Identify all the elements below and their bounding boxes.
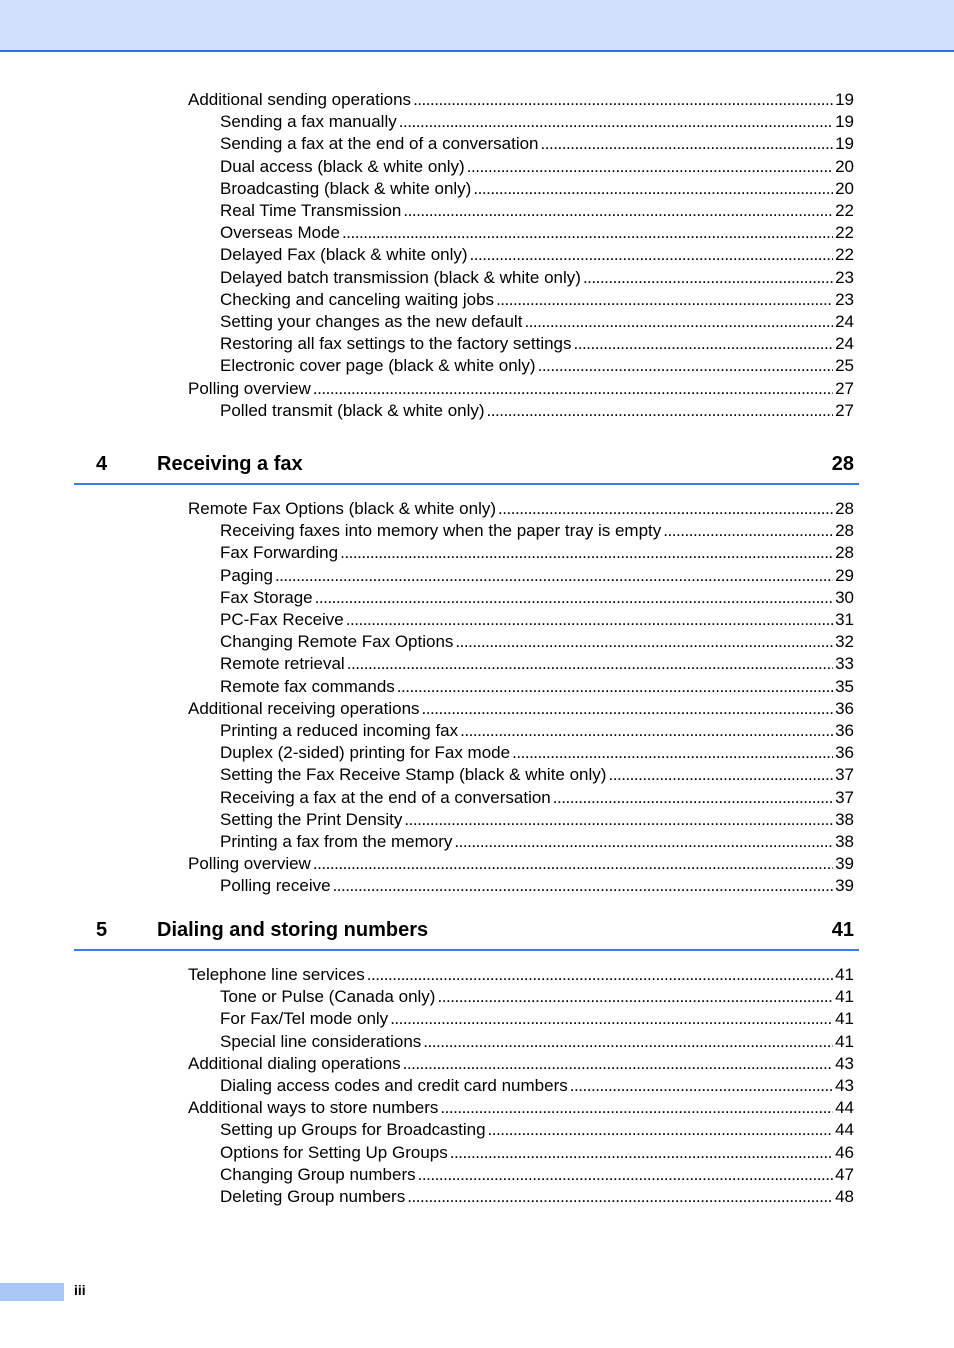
toc-subentry[interactable] — [220, 290, 854, 312]
toc-entry[interactable] — [188, 90, 854, 112]
dot-leader — [422, 699, 834, 719]
toc-entry-title: Overseas Mode — [220, 223, 340, 243]
toc-entry-title: Printing a reduced incoming fax — [220, 721, 459, 740]
toc-entry-page: 43 — [835, 1053, 854, 1073]
toc-entry-page: 36 — [835, 721, 854, 740]
dot-leader — [340, 543, 833, 563]
toc-entry-page: 20 — [835, 178, 854, 198]
toc-entry-title: Changing Remote Fax Options — [220, 632, 454, 652]
toc-entry-title: Sending a fax at the end of a conversation — [220, 134, 539, 154]
footer-tab — [0, 1283, 64, 1301]
toc-entry-title: Broadcasting (black & white only) — [220, 178, 472, 198]
chapter-page: 41 — [831, 919, 854, 941]
toc-subentry[interactable] — [220, 134, 854, 156]
toc-entry-page: 19 — [835, 134, 854, 154]
toc-subentry[interactable] — [220, 543, 854, 565]
toc-entry-title: Setting the Fax Receive Stamp (black & white only) — [220, 765, 607, 785]
dot-leader — [524, 312, 833, 332]
toc-entry-title: Fax Storage — [220, 587, 313, 607]
toc-entry-title: Remote fax commands — [220, 676, 395, 696]
toc-subentry[interactable] — [220, 201, 854, 223]
toc-entry-title: Dialing access codes and credit card numbers — [220, 1076, 568, 1095]
dot-leader — [275, 566, 833, 586]
dot-leader — [407, 1187, 833, 1207]
toc-entry-page: 43 — [835, 1076, 854, 1095]
toc-entry-page: 28 — [835, 543, 854, 563]
toc-entry-page: 33 — [835, 654, 854, 674]
dot-leader — [454, 832, 833, 852]
toc-entry-page: 22 — [835, 201, 854, 220]
toc-entry-page: 36 — [835, 698, 854, 718]
toc-subentry[interactable] — [220, 677, 854, 699]
dot-leader — [473, 179, 833, 199]
toc-entry-title: Receiving faxes into memory when the paper tray is empty — [220, 521, 662, 541]
dot-leader — [570, 1076, 833, 1096]
dot-leader — [342, 223, 833, 243]
toc-entry-title: Setting your changes as the new default — [220, 312, 523, 331]
toc-entry-page: 41 — [835, 1031, 854, 1051]
toc-entry-page: 23 — [835, 289, 854, 309]
toc-subentry[interactable] — [220, 157, 854, 179]
dot-leader — [440, 1098, 833, 1118]
toc-entry-title: Options for Setting Up Groups — [220, 1142, 448, 1162]
toc-subentry[interactable] — [220, 588, 854, 610]
toc-entry-page: 24 — [835, 312, 854, 331]
toc-subentry[interactable] — [220, 876, 854, 898]
dot-leader — [346, 610, 833, 630]
toc-entry-page: 32 — [835, 632, 854, 652]
toc-entry-title: Additional sending operations — [188, 90, 412, 109]
dot-leader — [390, 1009, 833, 1029]
toc-entry-page: 35 — [835, 676, 854, 696]
toc-entry-page: 39 — [835, 854, 854, 874]
toc-entry-title: Additional receiving operations — [188, 698, 420, 718]
dot-leader — [399, 112, 833, 132]
dot-leader — [663, 521, 833, 541]
toc-entry[interactable] — [188, 1098, 854, 1120]
dot-leader — [404, 810, 833, 830]
dot-leader — [583, 268, 833, 288]
toc-entry-title: Delayed Fax (black & white only) — [220, 245, 468, 265]
toc-entry[interactable] — [188, 379, 854, 401]
toc-entry-title: Polling overview — [188, 854, 311, 874]
toc-subentry[interactable] — [220, 1143, 854, 1165]
toc-subentry[interactable] — [220, 832, 854, 854]
toc-entry-page: 22 — [835, 223, 854, 243]
toc-entry-page: 41 — [835, 965, 854, 984]
chapter-heading[interactable] — [74, 915, 859, 951]
toc-subentry[interactable] — [220, 112, 854, 134]
toc-subentry[interactable] — [220, 521, 854, 543]
dot-leader — [315, 588, 833, 608]
toc-entry-title: Telephone line services — [188, 965, 365, 984]
dot-leader — [313, 854, 833, 874]
dot-leader — [498, 499, 833, 519]
toc-entry-title: Remote retrieval — [220, 654, 345, 674]
toc-entry-page: 19 — [835, 112, 854, 132]
footer-page-number: iii — [74, 1282, 86, 1298]
toc-subentry[interactable] — [220, 1076, 854, 1098]
toc-subentry[interactable] — [220, 654, 854, 676]
dot-leader — [553, 788, 833, 808]
toc-entry-title: Delayed batch transmission (black & white only) — [220, 267, 581, 287]
toc-subentry[interactable] — [220, 632, 854, 654]
dot-leader — [512, 743, 833, 763]
toc-subentry[interactable] — [220, 223, 854, 245]
toc-subentry[interactable] — [220, 1120, 854, 1142]
dot-leader — [403, 1054, 833, 1074]
toc-entry-page: 30 — [835, 587, 854, 607]
toc-entry-page: 19 — [835, 90, 854, 109]
toc-subentry[interactable] — [220, 401, 854, 423]
chapter-title: Dialing and storing numbers — [157, 919, 429, 941]
toc-subentry[interactable] — [220, 610, 854, 632]
toc-entry-title: Additional dialing operations — [188, 1053, 401, 1073]
toc-entry-title: Duplex (2-sided) printing for Fax mode — [220, 743, 511, 763]
dot-leader — [488, 1120, 834, 1140]
toc-entry-page: 23 — [835, 267, 854, 287]
toc-entry-page: 44 — [835, 1098, 854, 1118]
dot-leader — [347, 654, 833, 674]
toc-entry-title: Checking and canceling waiting jobs — [220, 289, 495, 309]
toc-entry-title: Tone or Pulse (Canada only) — [220, 987, 436, 1007]
toc-entry-page: 39 — [835, 876, 854, 896]
dot-leader — [455, 632, 833, 652]
toc-entry[interactable] — [188, 1054, 854, 1076]
toc-entry-page: 25 — [835, 356, 854, 376]
dot-leader — [423, 1032, 833, 1052]
toc-entry-title: Printing a fax from the memory — [220, 832, 453, 851]
toc-entry-page: 37 — [835, 787, 854, 807]
dot-leader — [496, 290, 833, 310]
toc-subentry[interactable] — [220, 268, 854, 290]
toc-entry-title: Polling receive — [220, 876, 331, 896]
toc-entry-page: 31 — [835, 610, 854, 629]
toc-entry-title: Setting up Groups for Broadcasting — [220, 1120, 486, 1140]
toc-subentry[interactable] — [220, 566, 854, 588]
toc-subentry[interactable] — [220, 788, 854, 810]
toc-entry-page: 36 — [835, 743, 854, 763]
dot-leader — [437, 987, 833, 1007]
toc-entry-page: 38 — [835, 809, 854, 829]
dot-leader — [418, 1165, 833, 1185]
toc-subentry[interactable] — [220, 312, 854, 334]
toc-entry-title: For Fax/Tel mode only — [220, 1009, 389, 1029]
dot-leader — [467, 157, 833, 177]
toc-entry-title: Dual access (black & white only) — [220, 156, 465, 176]
dot-leader — [403, 201, 833, 221]
toc-entry-page: 27 — [835, 400, 854, 420]
toc-entry-page: 29 — [835, 565, 854, 585]
toc-subentry[interactable] — [220, 743, 854, 765]
toc-entry-page: 44 — [835, 1120, 854, 1140]
toc-entry-page: 48 — [835, 1187, 854, 1206]
toc-entry-title: Real Time Transmission — [220, 201, 402, 220]
dot-leader — [397, 677, 833, 697]
toc-entry-page: 41 — [835, 987, 854, 1007]
dot-leader — [608, 765, 833, 785]
toc-entry[interactable] — [188, 499, 854, 521]
toc-subentry[interactable] — [220, 179, 854, 201]
toc-entry-page: 41 — [835, 1009, 854, 1029]
dot-leader — [460, 721, 833, 741]
toc-subentry[interactable] — [220, 1187, 854, 1209]
toc-subentry[interactable] — [220, 721, 854, 743]
chapter-number: 5 — [96, 919, 108, 941]
toc-entry-page: 28 — [835, 521, 854, 541]
toc-entry-title: Electronic cover page (black & white only) — [220, 356, 536, 376]
toc-entry-title: Deleting Group numbers — [220, 1187, 406, 1206]
dot-leader — [541, 134, 834, 154]
dot-leader — [367, 965, 833, 985]
toc-entry-page: 38 — [835, 832, 854, 851]
toc-entry-title: Polled transmit (black & white only) — [220, 400, 485, 420]
toc-entry-page: 27 — [835, 378, 854, 398]
toc-subentry[interactable] — [220, 334, 854, 356]
toc-subentry[interactable] — [220, 356, 854, 378]
toc-entry-page: 47 — [835, 1164, 854, 1184]
chapter-number: 4 — [96, 453, 108, 475]
toc-subentry[interactable] — [220, 810, 854, 832]
chapter-page: 28 — [831, 453, 854, 475]
toc-entry-title: Sending a fax manually — [220, 112, 397, 132]
toc-entry-title: Changing Group numbers — [220, 1164, 416, 1184]
toc-entry-title: Restoring all fax settings to the factory settings — [220, 334, 572, 354]
dot-leader — [450, 1143, 833, 1163]
chapter-title: Receiving a fax — [157, 453, 303, 475]
chapter-heading[interactable] — [74, 449, 859, 485]
toc-entry-page: 24 — [835, 334, 854, 354]
page-header-band — [0, 0, 954, 52]
dot-leader — [313, 379, 833, 399]
toc-entry-page: 22 — [835, 245, 854, 265]
dot-leader — [574, 334, 834, 354]
toc-entry-page: 37 — [835, 765, 854, 785]
toc-entry-title: PC-Fax Receive — [220, 610, 344, 629]
toc-entry-page: 20 — [835, 156, 854, 176]
toc-subentry[interactable] — [220, 245, 854, 267]
toc-entry-title: Fax Forwarding — [220, 543, 339, 563]
toc-subentry[interactable] — [220, 1009, 854, 1031]
dot-leader — [333, 876, 834, 896]
toc-subentry[interactable] — [220, 987, 854, 1009]
toc-subentry[interactable] — [220, 1165, 854, 1187]
dot-leader — [487, 401, 834, 421]
dot-leader — [413, 90, 833, 110]
dot-leader — [470, 245, 834, 265]
toc-entry-title: Paging — [220, 565, 273, 585]
toc-entry-page: 46 — [835, 1142, 854, 1162]
toc-entry[interactable] — [188, 854, 854, 876]
toc-entry-page: 28 — [835, 499, 854, 518]
toc-entry[interactable] — [188, 699, 854, 721]
toc-entry[interactable] — [188, 965, 854, 987]
toc-subentry[interactable] — [220, 765, 854, 787]
dot-leader — [538, 356, 833, 376]
toc-subentry[interactable] — [220, 1032, 854, 1054]
toc-entry-title: Polling overview — [188, 378, 311, 398]
toc-entry-title: Remote Fax Options (black & white only) — [188, 499, 497, 518]
toc-entry-title: Setting the Print Density — [220, 809, 403, 829]
toc-entry-title: Special line considerations — [220, 1031, 422, 1051]
toc-entry-title: Additional ways to store numbers — [188, 1098, 439, 1118]
toc-entry-title: Receiving a fax at the end of a conversation — [220, 787, 551, 807]
